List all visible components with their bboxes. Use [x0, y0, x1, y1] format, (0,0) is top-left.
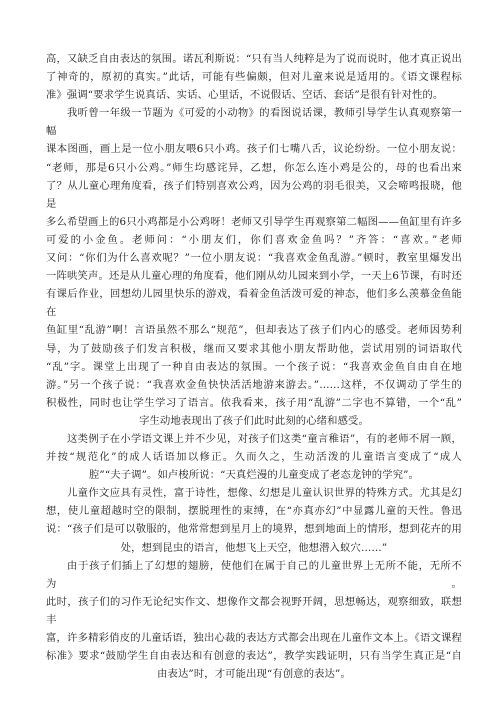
text-line: 这类例子在小学语文课上并不少见，对孩子们这类“童言稚语”，有的老师不屑一顾，: [67, 432, 462, 445]
text-line: 由表达”时，才可能出现“有创意的表达”。: [157, 668, 351, 681]
text-line: 我听曾一年级一节题为《可爱的小动物》的看图说话课，教师引导学生认真观察第一幅: [46, 107, 462, 138]
text-line: 字生动地表现出了孩子们此时此刻的心绪和感受。: [139, 414, 369, 427]
text-line: 积极性，同时也让学生学习了语言。依我看来，孩子用“乱游”二字也不算错，一个“乱”: [46, 396, 462, 409]
text-line: 标准》要求“鼓励学生自由表达和有创意的表达”，教学实践证明，只有当学生真正是“自: [46, 650, 462, 663]
text-line: 可爱的小金鱼。老师问：“小朋友们，你们喜欢金鱼吗？”齐答：“喜欢。”老师: [46, 233, 462, 246]
text-line: 儿童作文应具有灵性，富于诗性，想像、幻想是儿童认识世界的特殊方式。尤其是幻: [67, 487, 462, 500]
text-line: 高，又缺乏自由表达的氛围。诺瓦利斯说：“只有当人纯粹是为了说而说时，他才真正说出: [46, 53, 462, 65]
text-line: 又问：“你们为什么喜欢呢？”一位小朋友说：“我喜欢金鱼乱游。”顿时，教室里爆发出: [46, 252, 462, 265]
text-line: 此时，孩子们的习作无论纪实作文、想像作文都会视野开阔，思想畅达，观察细致，联想丰: [46, 595, 462, 626]
text-line: 处，想到昆虫的语言，他想飞上天空，他想潜入蚁穴……”: [120, 541, 388, 554]
text-line: “乱”字。课堂上出现了一种自由表达的氛围。一个孩子说：“我喜欢金鱼自由自在地: [46, 360, 462, 373]
text-line: 想，使儿童超越时空的限制，摆脱理性的束缚，在“亦真亦幻”中显露儿童的天性。鲁迅: [46, 505, 462, 518]
text-line: 一阵哄笑声。还是从儿童心理的角度看，他们刚从幼儿园来到小学，一天上6节课，有时还: [46, 270, 462, 283]
text-line: 游。”另一个孩子说：“我喜欢金鱼快快活活地游来游去。”……这样，不仅调动了学生的: [46, 378, 462, 391]
text-line: 多么希望画上的6只小鸡都是小公鸡呀！老师又引导学生再观察第二幅图——鱼缸里有许多: [46, 215, 462, 228]
text-line: 了？从儿童心理角度看，孩子们特别喜欢公鸡，因为公鸡的羽毛很美，又会啼鸣报晓，他是: [46, 179, 462, 210]
text-line: 课本图画，画上是一位小朋友喂6只小鸡。孩子们七嘴八舌，议论纷纷。一位小朋友说：: [46, 143, 462, 156]
text-line: 有课后作业，回想幼儿园里快乐的游戏，看着金鱼活泼可爱的神态，他们多么羡慕金鱼能在: [46, 288, 462, 319]
text-line: “老师，那是6只小公鸡。”师生均感诧异，乙想，你怎么连小鸡是公的，母的也看出来: [46, 161, 462, 174]
text-line: 富，许多精彩俏皮的儿童话语，独出心裁的表达方式都会出现在儿童作文本上。《语文课程: [46, 632, 462, 644]
document-body: [46, 50, 462, 683]
text-line: 准》强调“要求学生说真话、实话、心里话，不说假话、空话、套话”是很有针对性的。: [46, 89, 444, 102]
text-line: 鱼缸里“乱游”啊！言语虽然不那么“规范”，但却表达了孩子们内心的感受。老师因势利: [46, 324, 462, 337]
text-line: 了神奇的，原初的真实。”此话，可能有些偏颇，但对儿童来说是适用的。《语文课程标: [46, 71, 462, 84]
text-line: 并按“规范化”的成人话语加以修正。久而久之，生动活泼的儿童语言变成了“成人: [46, 451, 462, 464]
text-line: 说：“孩子们是可以敬服的，他常常想到星月上的境界，想到地面上的情形，想到花卉的用: [46, 523, 462, 536]
text-line: 由于孩子们插上了幻想的翅膀，使他们在属于自己的儿童世界上无所不能，无所不为。: [46, 559, 462, 590]
text-line: 腔”“夫子调”。如卢梭所说：“天真烂漫的儿童变成了老态龙钟的学究”。: [88, 469, 420, 482]
text-line: 导，为了鼓励孩子们发言积极，继而又要求其他小朋友帮助他，尝试用别的词语取代: [46, 342, 462, 355]
